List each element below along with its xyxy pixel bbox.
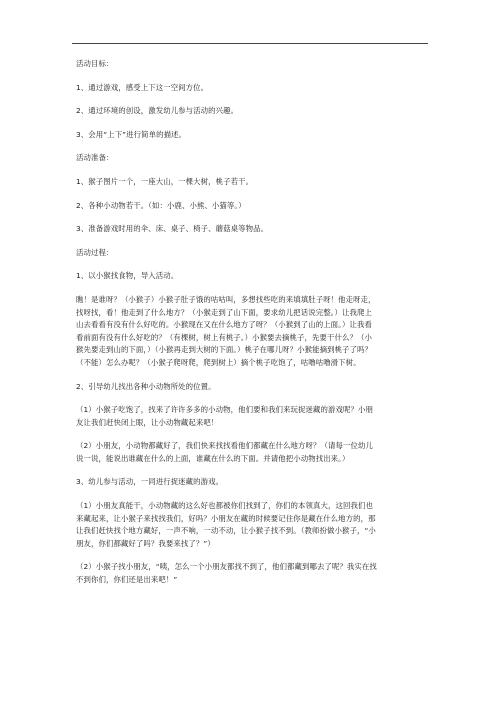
- goal-item: 1、通过游戏，感受上下这一空间方位。: [76, 82, 209, 92]
- step-title: 1、以小猴找食物，导入活动。: [76, 271, 179, 281]
- paragraph-line: 猴先要走到山的下面，）（小猴再走到大树的下面。）桃子在哪儿呀？小猴能摘到桃子了吗？: [76, 345, 373, 355]
- paragraph-line: 山去看看有没有什么好吃的。小猴现在又在什么地方了呀？（小猴到了山的上面。）让我看: [76, 320, 372, 330]
- prep-heading: 活动准备：: [76, 153, 114, 163]
- paragraph-line: 友让我们赶快闭上眼，让小动物藏起来吧！: [76, 417, 219, 427]
- document-body: [76, 58, 428, 598]
- goals-heading: 活动目标：: [76, 59, 114, 68]
- header-rule: [72, 43, 428, 44]
- step3-paragraph-2: [76, 561, 428, 586]
- step2-paragraph-2: [76, 440, 428, 465]
- paragraph-line: 朋友，你们都藏好了吗？我要来找了？”）: [76, 538, 215, 548]
- goal-item: 2、通过环境的创设，激发幼儿参与活动的兴趣。: [76, 106, 239, 116]
- paragraph-line: 来藏起来，让小猴子来找找我们，好吗？小朋友在藏的时候要记住你是藏在什么地方的，那: [76, 513, 376, 523]
- paragraph-line: 说一说，能说出谁藏在什么的上面，谁藏在什么的下面。并请他把小动物找出来。）: [76, 453, 350, 463]
- step-title: 2、引导幼儿找出各种小动物所处的位置。: [76, 381, 216, 391]
- paragraph-line: （2）小猴子找小朋友，“咦，怎么一个小朋友都找不到了，他们都藏到哪去了呢？我实在找: [76, 562, 377, 572]
- paragraph-line: 瞧！是谁呀？（小猴子）小猴子肚子饿的咕咕叫，多想找些吃的来填填肚子呀！他走呀走，: [76, 294, 376, 304]
- paragraph-line: 不到你们，你们还是出来吧！”: [76, 575, 178, 585]
- paragraph-line: （1）小朋友真能干，小动物藏的这么好也都被你们找到了，你们的本领真大，这回我们也: [76, 501, 373, 511]
- step2-paragraph-1: [76, 404, 428, 429]
- paragraph-line: （1）小猴子吃饱了，找来了许许多多的小动物，他们要和我们来玩捉迷藏的游戏呢？小朋: [76, 405, 373, 415]
- paragraph-line: 找呀找，看！他走到了什么地方？（小猴走到了山下面，要求幼儿把话说完整。）让我爬上: [76, 307, 372, 317]
- goal-item: 3、会用“上下”进行简单的描述。: [76, 129, 187, 139]
- prep-item: 3、准备游戏时用的伞、床、桌子、椅子、蘑菇桌等物品。: [76, 224, 269, 234]
- paragraph-line: 让我们赶快找个地方藏好，一声不响，一动不动，让小猴子找不到。（教师扮做小猴子，“小: [76, 526, 376, 536]
- prep-item: 2、各种小动物若干。（如：小鹿、小熊、小猫等。）: [76, 200, 246, 210]
- paragraph-line: （2）小朋友，小动物都藏好了，我们快来找找看他们都藏在什么地方呀？（请每一位幼儿: [76, 441, 373, 451]
- paragraph-line: （不能）怎么办呢？（小猴子爬呀爬，爬到树上）摘个桃子吃饱了，咕噜咕噜滑下树。: [76, 357, 361, 367]
- paragraph-line: 看前面有没有什么好吃的？（有棵树，树上有桃子。）小猴要去摘桃子，先要干什么？（小: [76, 332, 372, 342]
- step-title: 3、幼儿参与活动，一同进行捉迷藏的游戏。: [76, 477, 224, 487]
- step1-paragraph: [76, 294, 428, 370]
- step3-paragraph-1: [76, 500, 428, 550]
- process-heading: 活动过程：: [76, 247, 114, 257]
- prep-item: 1、猴子图片一个，一座大山，一棵大树，桃子若干。: [76, 176, 254, 186]
